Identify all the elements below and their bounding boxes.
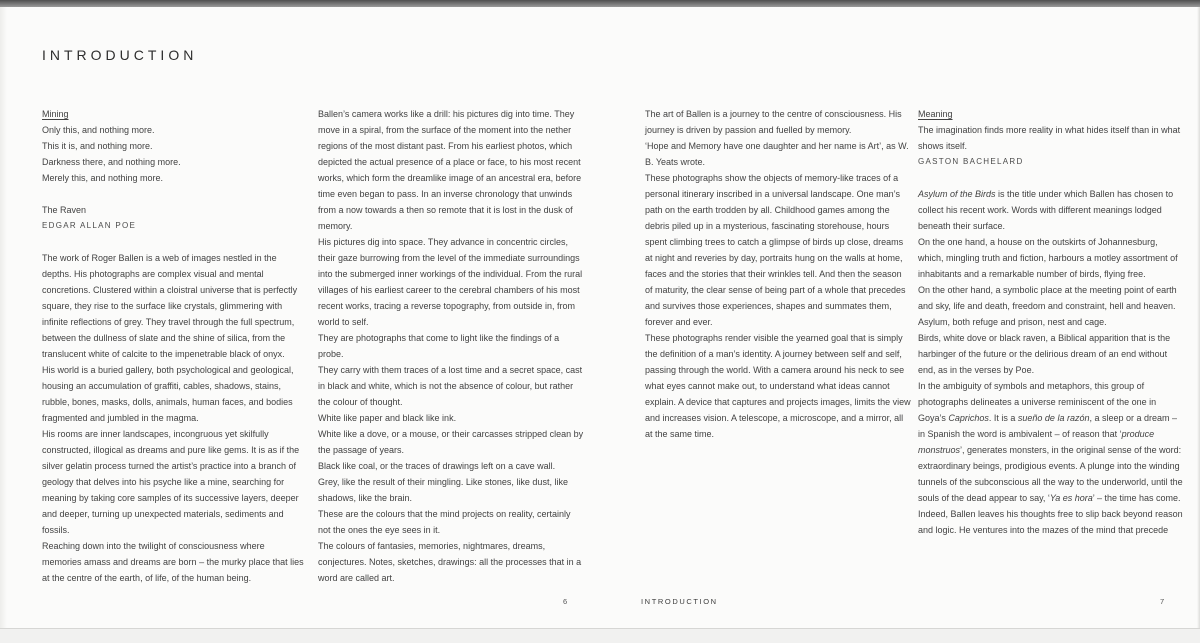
text-segment: Reaching down into the twilight of consciousness where memories amass and dreams are born – the murky place that lies at the centre of the earth, of life, of the human being.: [42, 541, 304, 583]
text-line: [42, 154, 305, 170]
text-segment: ’, generates monsters, in the original sense of the word: extraordinary beings, prodigious events. A plunge into the winding tunnels of the subconscious all the way to the underworld, until the souls of the dead appear to say, ‘: [918, 445, 1183, 503]
paragraph: [318, 410, 584, 426]
italic-text: produce monstruos: [918, 429, 1155, 455]
text-segment: They are photographs that come to light like the findings of a probe.: [318, 333, 560, 359]
text-line: [42, 138, 305, 154]
text-segment: In the ambiguity of symbols and metaphors, this group of photographs delineates a universe reminiscent of the one in Goya’s: [918, 381, 1157, 423]
paragraph: [318, 458, 584, 474]
paragraph: [918, 506, 1185, 538]
paragraph: [918, 234, 1185, 282]
text-segment: His pictures dig into space. They advance in concentric circles, their gaze burrowing from the level of the immediate surroundings into the submerged inner workings of the individual. From the rural villages of his earliest career to the cerebral chambers of his most recent works, tracing a reverse topography, from outside in, from world to self.: [318, 237, 583, 327]
section-heading: [42, 106, 305, 122]
text-segment: The Raven: [42, 205, 87, 215]
attribution: [42, 218, 305, 234]
text-segment: His rooms are inner landscapes, incongruous yet skilfully constructed, illogical as dreams and pure like gems. It is as if the silver gelatin process turned the artist’s practice into a branch of geology that delves into his psyche like a mine, searching for meaning by taking core samples of its successive layers, deeper and deeper, turning up unexpected materials, sediments and fossils.: [42, 429, 300, 535]
paragraph: [318, 234, 584, 330]
text-segment: EDGAR ALLAN POE: [42, 221, 137, 230]
paragraph: [318, 506, 584, 538]
text-segment: Ballen’s camera works like a drill: his pictures dig into time. They move in a spiral, from the surface of the moment into the nether regions of the most distant past. From his earliest photos, which depicted the actual presence of a place or face, to his most recent works, which form the dreamlike image of an ancestral era, before time even began to pass. In an inverse chronology that unwinds from a now towards a then so remote that it is lost in the dusk of memory.: [318, 109, 582, 231]
text-segment: is the title under which Ballen has chosen to collect his recent work. Words with different meanings lodged beneath their surface.: [918, 189, 1174, 231]
text-segment: GASTON BACHELARD: [918, 157, 1024, 166]
text-segment: This it is, and nothing more.: [42, 141, 153, 151]
text-segment: Merely this, and nothing more.: [42, 173, 164, 183]
paragraph: [318, 474, 584, 506]
left-page-number: 6: [563, 597, 568, 606]
text-segment: Meaning: [918, 109, 953, 119]
text-segment: These photographs render visible the yearned goal that is simply the definition of a man’s identity. A journey between self and self, passing through the world. With a camera around his neck to see what eyes cannot make out, to understand what ideas cannot explain. A device that captures and projects images, limits the view and increases vision. A telescope, a microscope, and a mirror, all at the same time.: [645, 333, 911, 439]
italic-text: Caprichos: [948, 413, 989, 423]
text-column-3: [645, 106, 911, 442]
text-segment: The colours of fantasies, memories, nightmares, dreams, conjectures. Notes, sketches, drawings: all the processes that in a word are called art.: [318, 541, 582, 583]
text-segment: These are the colours that the mind projects on reality, certainly not the ones the eye sees in it.: [318, 509, 571, 535]
attribution: [918, 154, 1185, 170]
text-segment: They carry with them traces of a lost time and a secret space, cast in black and white, which is not the absence of colour, but rather the colour of thought.: [318, 365, 583, 407]
paragraph: [318, 330, 584, 362]
text-column-1: [42, 106, 305, 586]
text-segment: Mining: [42, 109, 69, 119]
book-top-edge: [0, 0, 1200, 7]
text-segment: On the one hand, a house on the outskirts of Johannesburg, which, mingling truth and fiction, harbours a motley assortment of inhabitants and a remarkable number of birds, flying free.: [918, 237, 1178, 279]
spacer: [42, 186, 305, 202]
text-segment: White like paper and black like ink.: [318, 413, 457, 423]
italic-text: Asylum of the Birds: [918, 189, 996, 199]
paragraph: [42, 250, 305, 362]
text-line: [42, 122, 305, 138]
text-segment: These photographs show the objects of memory-like traces of a personal itinerary inscribed in a universal landscape. One man’s path on the earth trodden by all. Childhood games among the debris piled up in a mysterious, fascinating storehouse, hours spent climbing trees to catch a glimpse of birds up close, dreams at night and reveries by day, portraits hung on the walls at home, faces and the stories that their wrinkles tell. And then the season of maturity, the clear sense of being part of a whole that precedes and survives those experiences, shapes and summates them, forever and ever.: [645, 173, 906, 327]
text-segment: Indeed, Ballen leaves his thoughts free to slip back beyond reason and logic. He ventures into the mazes of the mind that precede: [918, 509, 1183, 535]
paragraph: [918, 186, 1185, 234]
page-footer: [0, 597, 1200, 613]
book-bottom-edge: [0, 628, 1200, 643]
text-column-2: [318, 106, 584, 586]
paragraph: [645, 170, 911, 330]
text-column-4: [918, 106, 1185, 538]
text-segment: Only this, and nothing more.: [42, 125, 155, 135]
paragraph: [918, 282, 1185, 330]
text-segment: Darkness there, and nothing more.: [42, 157, 181, 167]
paragraph: [318, 362, 584, 410]
paragraph: [645, 138, 911, 170]
text-line: [42, 202, 305, 218]
page-edge-left: [0, 7, 7, 628]
paragraph: [318, 538, 584, 586]
page-title: INTRODUCTION: [42, 47, 198, 64]
text-segment: , a sleep or a dream – in Spanish the word is ambivalent – of reason that ‘: [918, 413, 1178, 439]
italic-text: sueño de la razón: [1017, 413, 1090, 423]
paragraph: [42, 426, 305, 538]
text-segment: Grey, like the result of their mingling. Like stones, like dust, like shadows, like the brain.: [318, 477, 568, 503]
text-segment: ‘Hope and Memory have one daughter and her name is Art’, as W. B. Yeats wrote.: [645, 141, 909, 167]
text-segment: ’ – the time has come.: [1092, 493, 1181, 503]
paragraph: [918, 378, 1185, 506]
text-segment: Birds, white dove or black raven, a Biblical apparition that is the harbinger of the future or the delirious dream of an end without end, as in the verses by Poe.: [918, 333, 1171, 375]
paragraph: [318, 426, 584, 458]
spacer: [42, 234, 305, 250]
text-segment: The art of Ballen is a journey to the centre of consciousness. His journey is driven by passion and fuelled by memory.: [645, 109, 902, 135]
spacer: [918, 170, 1185, 186]
text-segment: On the other hand, a symbolic place at the meeting point of earth and sky, life and death, freedom and constraint, hell and heaven. Asylum, both refuge and prison, nest and cage.: [918, 285, 1177, 327]
paragraph: [918, 122, 1185, 154]
text-segment: The work of Roger Ballen is a web of images nestled in the depths. His photographs are complex visual and mental concretions. Clustered within a cloistral universe that is perfectly square, they rise to the surface like crystals, glimmering with infinite reflections of grey. They travel through the full spectrum, between the dullness of slate and the shine of silica, from the translucent white of calcite to the impenetrable black of onyx.: [42, 253, 298, 359]
paragraph: [918, 330, 1185, 378]
text-segment: His world is a buried gallery, both psychological and geological, housing an accumulation of graffiti, cables, shadows, stains, rubble, bones, masks, dolls, animals, human faces, and bodies fragmented and jumbled in the magma.: [42, 365, 294, 423]
section-heading: [918, 106, 1185, 122]
paragraph: [645, 330, 911, 442]
text-segment: The imagination finds more reality in what hides itself than in what shows itself.: [918, 125, 1181, 151]
right-page-number: 7: [1160, 597, 1165, 606]
paragraph: [42, 362, 305, 426]
paragraph: [318, 106, 584, 234]
italic-text: Ya es hora: [1049, 493, 1093, 503]
text-segment: Black like coal, or the traces of drawings left on a cave wall.: [318, 461, 556, 471]
text-line: [42, 170, 305, 186]
text-segment: . It is a: [988, 413, 1018, 423]
paragraph: [42, 538, 305, 586]
paragraph: [645, 106, 911, 138]
running-head: INTRODUCTION: [641, 597, 718, 606]
text-segment: White like a dove, or a mouse, or their carcasses stripped clean by the passage of years.: [318, 429, 584, 455]
